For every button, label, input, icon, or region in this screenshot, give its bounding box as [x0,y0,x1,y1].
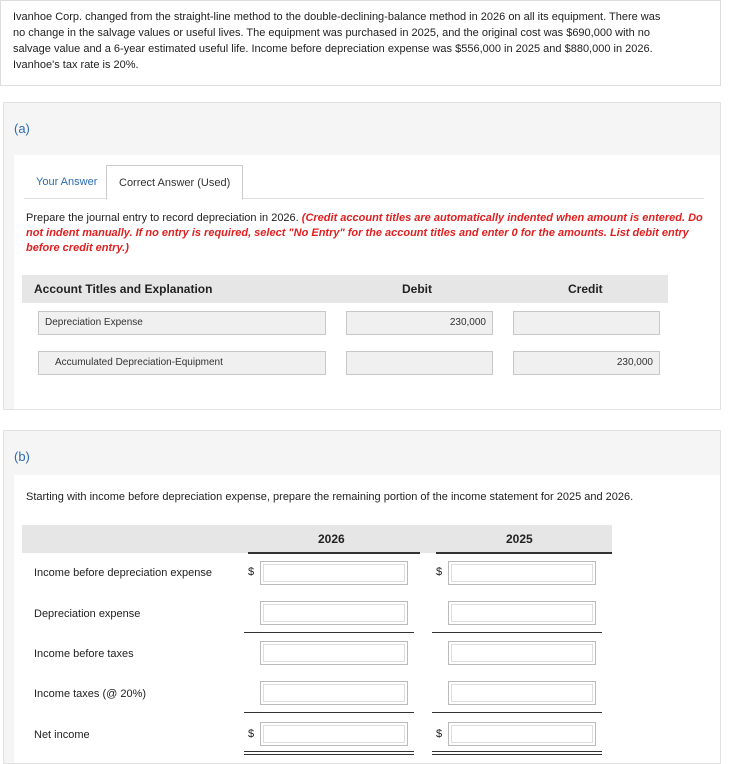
problem-line: Ivanhoe's tax rate is 20%. [13,59,139,71]
part-b-body [14,475,720,763]
income-taxes-2025-input[interactable] [448,681,596,705]
header-credit: Credit [568,282,603,296]
depreciation-expense-2025-input[interactable] [448,601,596,625]
tab-your-answer[interactable]: Your Answer [36,176,98,188]
net-income-2026-input[interactable] [260,722,408,746]
tab-correct-answer[interactable]: Correct Answer (Used) [106,165,243,200]
answer-tabs [24,165,704,199]
problem-statement [0,0,721,86]
problem-line: no change in the salvage values or useful lives. The equipment was purchased in 2025, and the original cost was $690,000 with no [13,27,650,39]
subtotal-underline-2026 [244,632,414,633]
income-before-depreciation-2025-input[interactable] [448,561,596,585]
taxes-underline-2025 [432,712,602,713]
journal-instruction [26,211,716,256]
part-a-label: (a) [14,121,30,136]
dollar-sign-net-2025: $ [436,728,443,740]
part-b-panel [3,430,721,764]
header-2025: 2025 [506,532,533,546]
instruction-note: (Credit account titles are automatically indented when amount is entered. Do not indent manually. If no entry is required, select "No Entry" for the account titles and enter 0 for the amounts. List debit entry before credit entry.) [26,212,703,254]
problem-line: salvage value and a 6-year estimated useful life. Income before depreciation expense was $556,000 in 2025 and $880,000 in 2026. [13,43,653,55]
part-b-label: (b) [14,449,30,464]
income-before-taxes-2026-input[interactable] [260,641,408,665]
part-a-body [14,155,720,409]
header-account: Account Titles and Explanation [34,282,213,296]
income-statement-instruction: Starting with income before depreciation expense, prepare the remaining portion of the income statement for 2025 and 2026. [26,491,634,503]
account-field-2[interactable]: Accumulated Depreciation-Equipment [38,351,326,375]
part-a-panel [3,102,721,410]
row-label-depreciation-expense: Depreciation expense [34,608,141,620]
net-income-double-underline-2025 [432,751,602,755]
debit-field-1[interactable]: 230,000 [346,311,493,335]
header-2026: 2026 [318,532,345,546]
dollar-sign-2025: $ [436,566,443,578]
dollar-sign-net-2026: $ [248,728,255,740]
depreciation-expense-2026-input[interactable] [260,601,408,625]
income-taxes-2026-input[interactable] [260,681,408,705]
income-before-taxes-2025-input[interactable] [448,641,596,665]
instruction-text: Prepare the journal entry to record depreciation in 2026. [26,212,299,224]
debit-field-2[interactable] [346,351,493,375]
dollar-sign-2026: $ [248,566,255,578]
row-label-income-before-depreciation: Income before depreciation expense [34,567,212,579]
row-label-income-before-taxes: Income before taxes [34,648,134,660]
net-income-2025-input[interactable] [448,722,596,746]
header-underline-2025 [436,552,612,554]
journal-header [22,275,668,303]
credit-field-1[interactable] [513,311,660,335]
net-income-double-underline-2026 [244,751,414,755]
income-before-depreciation-2026-input[interactable] [260,561,408,585]
account-field-1[interactable]: Depreciation Expense [38,311,326,335]
row-label-income-taxes: Income taxes (@ 20%) [34,688,147,700]
header-underline-2026 [248,552,420,554]
header-debit: Debit [402,282,432,296]
income-statement-header [22,525,612,553]
row-label-net-income: Net income [34,729,90,741]
subtotal-underline-2025 [432,632,602,633]
taxes-underline-2026 [244,712,414,713]
problem-line: Ivanhoe Corp. changed from the straight-line method to the double-declining-balance method in 2026 on all its equipment. There was [13,11,661,23]
credit-field-2[interactable]: 230,000 [513,351,660,375]
